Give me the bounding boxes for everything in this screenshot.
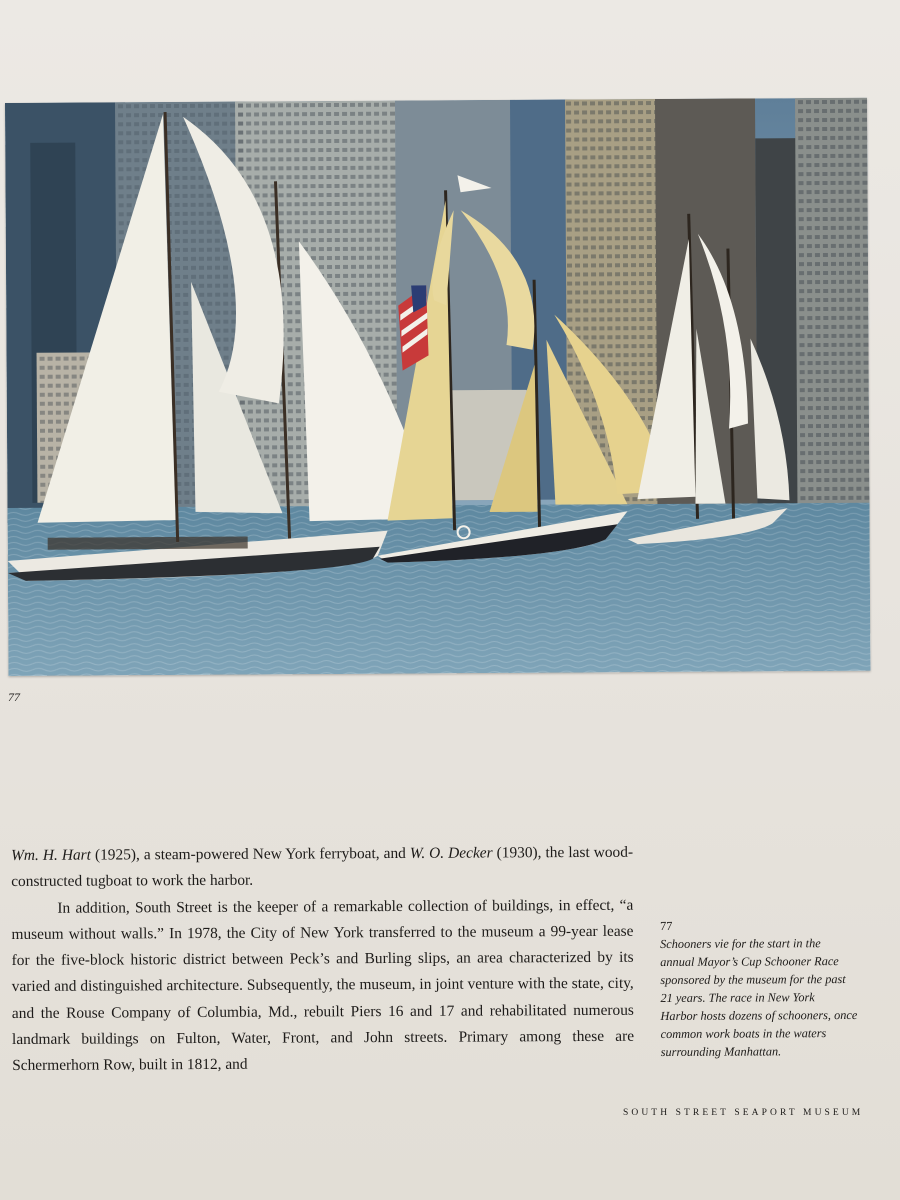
running-head: SOUTH STREET SEAPORT MUSEUM bbox=[623, 1108, 864, 1118]
caption-number: 77 bbox=[660, 918, 673, 933]
paragraph-1 bbox=[11, 840, 633, 896]
caption-line: Harbor hosts dozens of schooners, once bbox=[660, 1007, 858, 1023]
photo-illustration bbox=[5, 98, 870, 676]
paragraph-1-text-a: (1925), a steam-powered New York ferryboat, and bbox=[90, 844, 410, 864]
schooner-race-photo bbox=[5, 98, 870, 676]
photo-caption bbox=[660, 916, 883, 1061]
caption-line: annual Mayor’s Cup Schooner Race bbox=[660, 954, 839, 969]
paragraph-2: In addition, South Street is the keeper of a remarkable collection of buildings, in effect, “a museum without walls.” In 1978, the City of New York transferred to the museum a 99-year lease for the five-block historic district between Peck’s and Burling slips, an area characterized by its varied and distinguished architecture. Subsequently, the museum, in joint venture with the state, city, and the Rouse Company of Columbia, Md., rebuilt Piers 16 and 17 and rehabilitated numerous landmark buildings on Fulton, Water, Front, and John streets. Primary among these are Schermerhorn Row, built in 1812, and bbox=[11, 896, 635, 1075]
body-text bbox=[11, 840, 634, 1080]
caption-line: surrounding Manhattan. bbox=[660, 1044, 782, 1059]
caption-line: Schooners vie for the start in the bbox=[660, 936, 821, 951]
ship-name-decker: W. O. Decker bbox=[409, 844, 493, 862]
caption-line: common work boats in the waters bbox=[660, 1026, 827, 1041]
paragraph-1-text-b: (1930), the last wood-constructed tugboat to work the harbor. bbox=[11, 843, 634, 891]
plate-number: 77 bbox=[8, 690, 20, 704]
caption-line: sponsored by the museum for the past bbox=[660, 972, 846, 987]
caption-line: 21 years. The race in New York bbox=[660, 990, 815, 1005]
ship-name-hart: Wm. H. Hart bbox=[11, 846, 91, 864]
